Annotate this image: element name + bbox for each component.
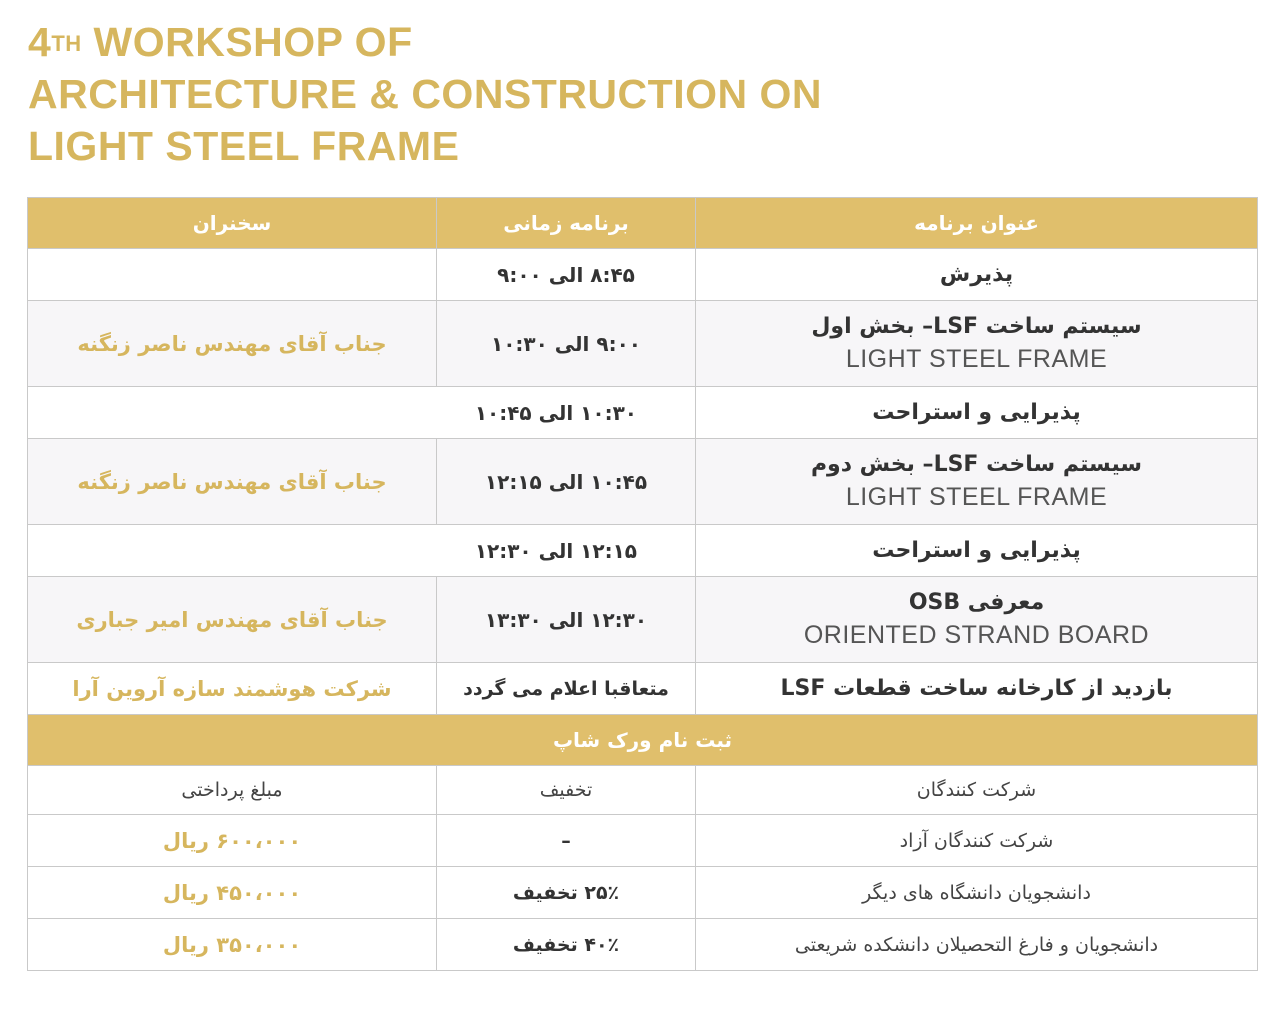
program-subtitle: LIGHT STEEL FRAME <box>845 482 1108 511</box>
program-title: پذیرایی و استراحت <box>872 400 1081 425</box>
participants-cell: دانشجویان و فارغ التحصیلان دانشکده شریعتی <box>696 919 1258 971</box>
table-row <box>28 439 1258 525</box>
time-cell: ۱۲:۱۵ الی ۱۲:۳۰ <box>28 525 696 577</box>
program-subtitle: LIGHT STEEL FRAME <box>845 344 1108 373</box>
speaker-cell: جناب آقای مهندس ناصر زنگنه <box>28 439 437 525</box>
col-header-program: عنوان برنامه <box>696 198 1258 249</box>
discount-cell: ۲۵٪ تخفیف <box>437 867 696 919</box>
program-cell <box>696 387 1258 439</box>
time-cell: ۱۰:۳۰ الی ۱۰:۴۵ <box>28 387 696 439</box>
speaker-cell <box>28 249 437 301</box>
col-header-time: برنامه زمانی <box>437 198 696 249</box>
participants-cell: دانشجویان دانشگاه های دیگر <box>696 867 1258 919</box>
col-header-discount: تخفیف <box>437 766 696 815</box>
program-cell <box>696 439 1258 525</box>
program-cell <box>696 249 1258 301</box>
discount-cell: ۴۰٪ تخفیف <box>437 919 696 971</box>
payment-cell: ۳۵۰،۰۰۰ ریال <box>28 919 437 971</box>
table-row <box>28 663 1258 715</box>
program-cell <box>696 525 1258 577</box>
participants-cell: شرکت کنندگان آزاد <box>696 815 1258 867</box>
schedule-table <box>27 197 1258 971</box>
title-ordinal-suffix: TH <box>51 31 82 56</box>
speaker-cell: جناب آقای مهندس امیر جباری <box>28 577 437 663</box>
time-cell: ۸:۴۵ الی ۹:۰۰ <box>437 249 696 301</box>
col-header-payment: مبلغ پرداختی <box>28 766 437 815</box>
title-line-2: ARCHITECTURE & CONSTRUCTION ON <box>28 71 822 117</box>
program-cell <box>696 663 1258 715</box>
program-title: بازدید از کارخانه ساخت قطعات LSF <box>780 676 1173 701</box>
program-title: پذیرش <box>939 262 1014 287</box>
time-cell: ۱۰:۴۵ الی ۱۲:۱۵ <box>437 439 696 525</box>
program-title: پذیرایی و استراحت <box>872 538 1081 563</box>
schedule-header-row <box>28 198 1258 249</box>
col-header-speaker: سخنران <box>28 198 437 249</box>
title-line-1: 4TH WORKSHOP OF <box>28 19 413 65</box>
registration-columns-row <box>28 766 1258 815</box>
table-row <box>28 577 1258 663</box>
table-row <box>28 387 1258 439</box>
table-row <box>28 301 1258 387</box>
discount-cell: – <box>437 815 696 867</box>
registration-header-row <box>28 715 1258 766</box>
payment-cell: ۴۵۰،۰۰۰ ریال <box>28 867 437 919</box>
workshop-title <box>28 16 822 172</box>
program-title: معرفی OSB <box>908 589 1045 615</box>
speaker-cell: جناب آقای مهندس ناصر زنگنه <box>28 301 437 387</box>
table-row <box>28 525 1258 577</box>
program-title: سیستم ساخت LSF– بخش اول <box>811 313 1142 339</box>
program-cell <box>696 577 1258 663</box>
col-header-participants: شرکت کنندگان <box>696 766 1258 815</box>
speaker-cell: شرکت هوشمند سازه آروین آرا <box>28 663 437 715</box>
table-row <box>28 919 1258 971</box>
table-row <box>28 867 1258 919</box>
program-cell <box>696 301 1258 387</box>
program-title: سیستم ساخت LSF– بخش دوم <box>810 451 1143 477</box>
time-cell: متعاقبا اعلام می گردد <box>437 663 696 715</box>
program-subtitle: ORIENTED STRAND BOARD <box>803 620 1150 649</box>
payment-cell: ۶۰۰،۰۰۰ ریال <box>28 815 437 867</box>
table-row <box>28 815 1258 867</box>
title-line-3: LIGHT STEEL FRAME <box>28 123 460 169</box>
registration-heading: ثبت نام ورک شاپ <box>28 715 1258 766</box>
time-cell: ۹:۰۰ الی ۱۰:۳۰ <box>437 301 696 387</box>
table-row <box>28 249 1258 301</box>
time-cell: ۱۲:۳۰ الی ۱۳:۳۰ <box>437 577 696 663</box>
